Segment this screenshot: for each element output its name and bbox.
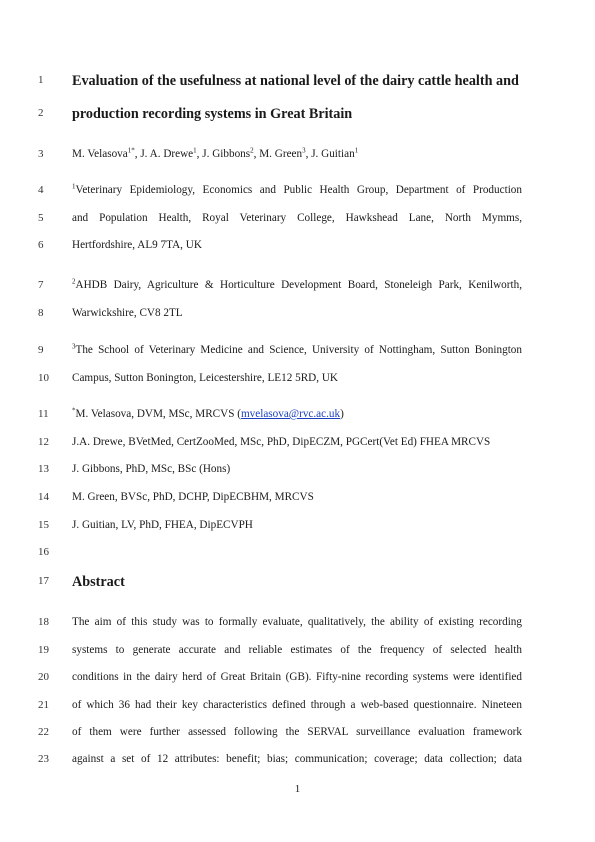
line-number: 7 <box>38 279 44 291</box>
line-number: 17 <box>38 575 49 587</box>
line-number: 3 <box>38 148 44 160</box>
abstract-heading: Abstract <box>72 574 125 590</box>
line-number: 6 <box>38 239 44 251</box>
title-line-1: Evaluation of the usefulness at national level of the dairy cattle health and <box>72 73 519 89</box>
line-5 <box>0 211 595 231</box>
line-14 <box>0 490 595 510</box>
line-number: 5 <box>38 212 44 224</box>
line-number: 14 <box>38 491 49 503</box>
line-number: 18 <box>38 616 49 628</box>
line-18 <box>0 615 595 635</box>
line-number: 13 <box>38 463 49 475</box>
line-23 <box>0 752 595 772</box>
line-13 <box>0 462 595 482</box>
line-21 <box>0 698 595 718</box>
affiliation-3-line-1: $^3$The School of Veterinary Medicine and Science, University of Nottingham, Sutton Bonington <box>72 342 522 356</box>
qualifications-guitian: J. Guitian, LV, PhD, FHEA, DipECVPH <box>72 519 253 531</box>
line-9 <box>0 343 595 363</box>
qualifications-green: M. Green, BVSc, PhD, DCHP, DipECBHM, MRCVS <box>72 491 314 503</box>
line-8 <box>0 306 595 326</box>
line-12 <box>0 435 595 455</box>
affiliation-3-line-2: Campus, Sutton Bonington, Leicestershire, LE12 5RD, UK <box>72 372 338 384</box>
line-number: 9 <box>38 344 44 356</box>
line-number: 2 <box>38 107 44 119</box>
line-19 <box>0 643 595 663</box>
line-number: 19 <box>38 644 49 656</box>
abstract-line: of them were further assessed following the SERVAL surveillance evaluation framework <box>72 726 522 738</box>
line-number: 4 <box>38 184 44 196</box>
line-number: 12 <box>38 436 49 448</box>
affiliation-1-line-3: Hertfordshire, AL9 7TA, UK <box>72 239 202 251</box>
corresponding-author: *M. Velasova, DVM, MSc, MRCVS (mvelasova@rvc.ac.uk) <box>72 406 344 420</box>
line-number: 23 <box>38 753 49 765</box>
line-7 <box>0 278 595 298</box>
line-1 <box>0 73 595 93</box>
abstract-line: systems to generate accurate and reliable estimates of the frequency of selected health <box>72 644 522 656</box>
line-number: 22 <box>38 726 49 738</box>
line-6 <box>0 238 595 258</box>
qualifications-gibbons: J. Gibbons, PhD, MSc, BSc (Hons) <box>72 463 231 475</box>
email-link[interactable]: mvelasova@rvc.ac.uk <box>240 408 341 420</box>
line-4 <box>0 183 595 203</box>
line-22 <box>0 725 595 745</box>
line-number: 15 <box>38 519 49 531</box>
line-number: 10 <box>38 372 49 384</box>
line-number: 8 <box>38 307 44 319</box>
line-11 <box>0 407 595 427</box>
line-number: 1 <box>38 74 44 86</box>
line-number: 21 <box>38 699 49 711</box>
line-20 <box>0 670 595 690</box>
abstract-line: The aim of this study was to formally evaluate, qualitatively, the ability of existing recording <box>72 616 522 628</box>
affiliation-2-line-1: $^2$AHDB Dairy, Agriculture & Horticulture Development Board, Stoneleigh Park, Kenilworth, <box>72 277 522 291</box>
line-10 <box>0 371 595 391</box>
line-3 <box>0 147 595 167</box>
abstract-line: against a set of 12 attributes: benefit; bias; communication; coverage; data collection; data <box>72 753 522 765</box>
line-2 <box>0 106 595 126</box>
line-number: 20 <box>38 671 49 683</box>
affiliation-1-line-2: and Population Health, Royal Veterinary College, Hawkshead Lane, North Mymms, <box>72 212 522 224</box>
line-17 <box>0 574 595 594</box>
affiliation-2-line-2: Warwickshire, CV8 2TL <box>72 307 183 319</box>
line-16 <box>0 545 595 565</box>
abstract-line: conditions in the dairy herd of Great Britain (GB). Fifty-nine recording systems were identified <box>72 671 522 683</box>
qualifications-drewe: J.A. Drewe, BVetMed, CertZooMed, MSc, PhD, DipECZM, PGCert(Vet Ed) FHEA MRCVS <box>72 436 491 448</box>
line-15 <box>0 518 595 538</box>
abstract-line: of which 36 had their key characteristics defined through a web-based questionnaire. Nineteen <box>72 699 522 711</box>
line-number: 11 <box>38 408 49 420</box>
title-line-2: production recording systems in Great Britain <box>72 106 353 122</box>
affiliation-1-line-1: $^1$Veterinary Epidemiology, Economics and Public Health Group, Department of Production <box>72 182 522 196</box>
line-number: 16 <box>38 546 49 558</box>
author-list: M. Velasova$^{1*}$, J. A. Drewe$^1$, J. Gibbons$^2$, M. Green$^3$, J. Guitian$^1$ <box>72 146 359 160</box>
page-number: 1 <box>294 783 301 795</box>
